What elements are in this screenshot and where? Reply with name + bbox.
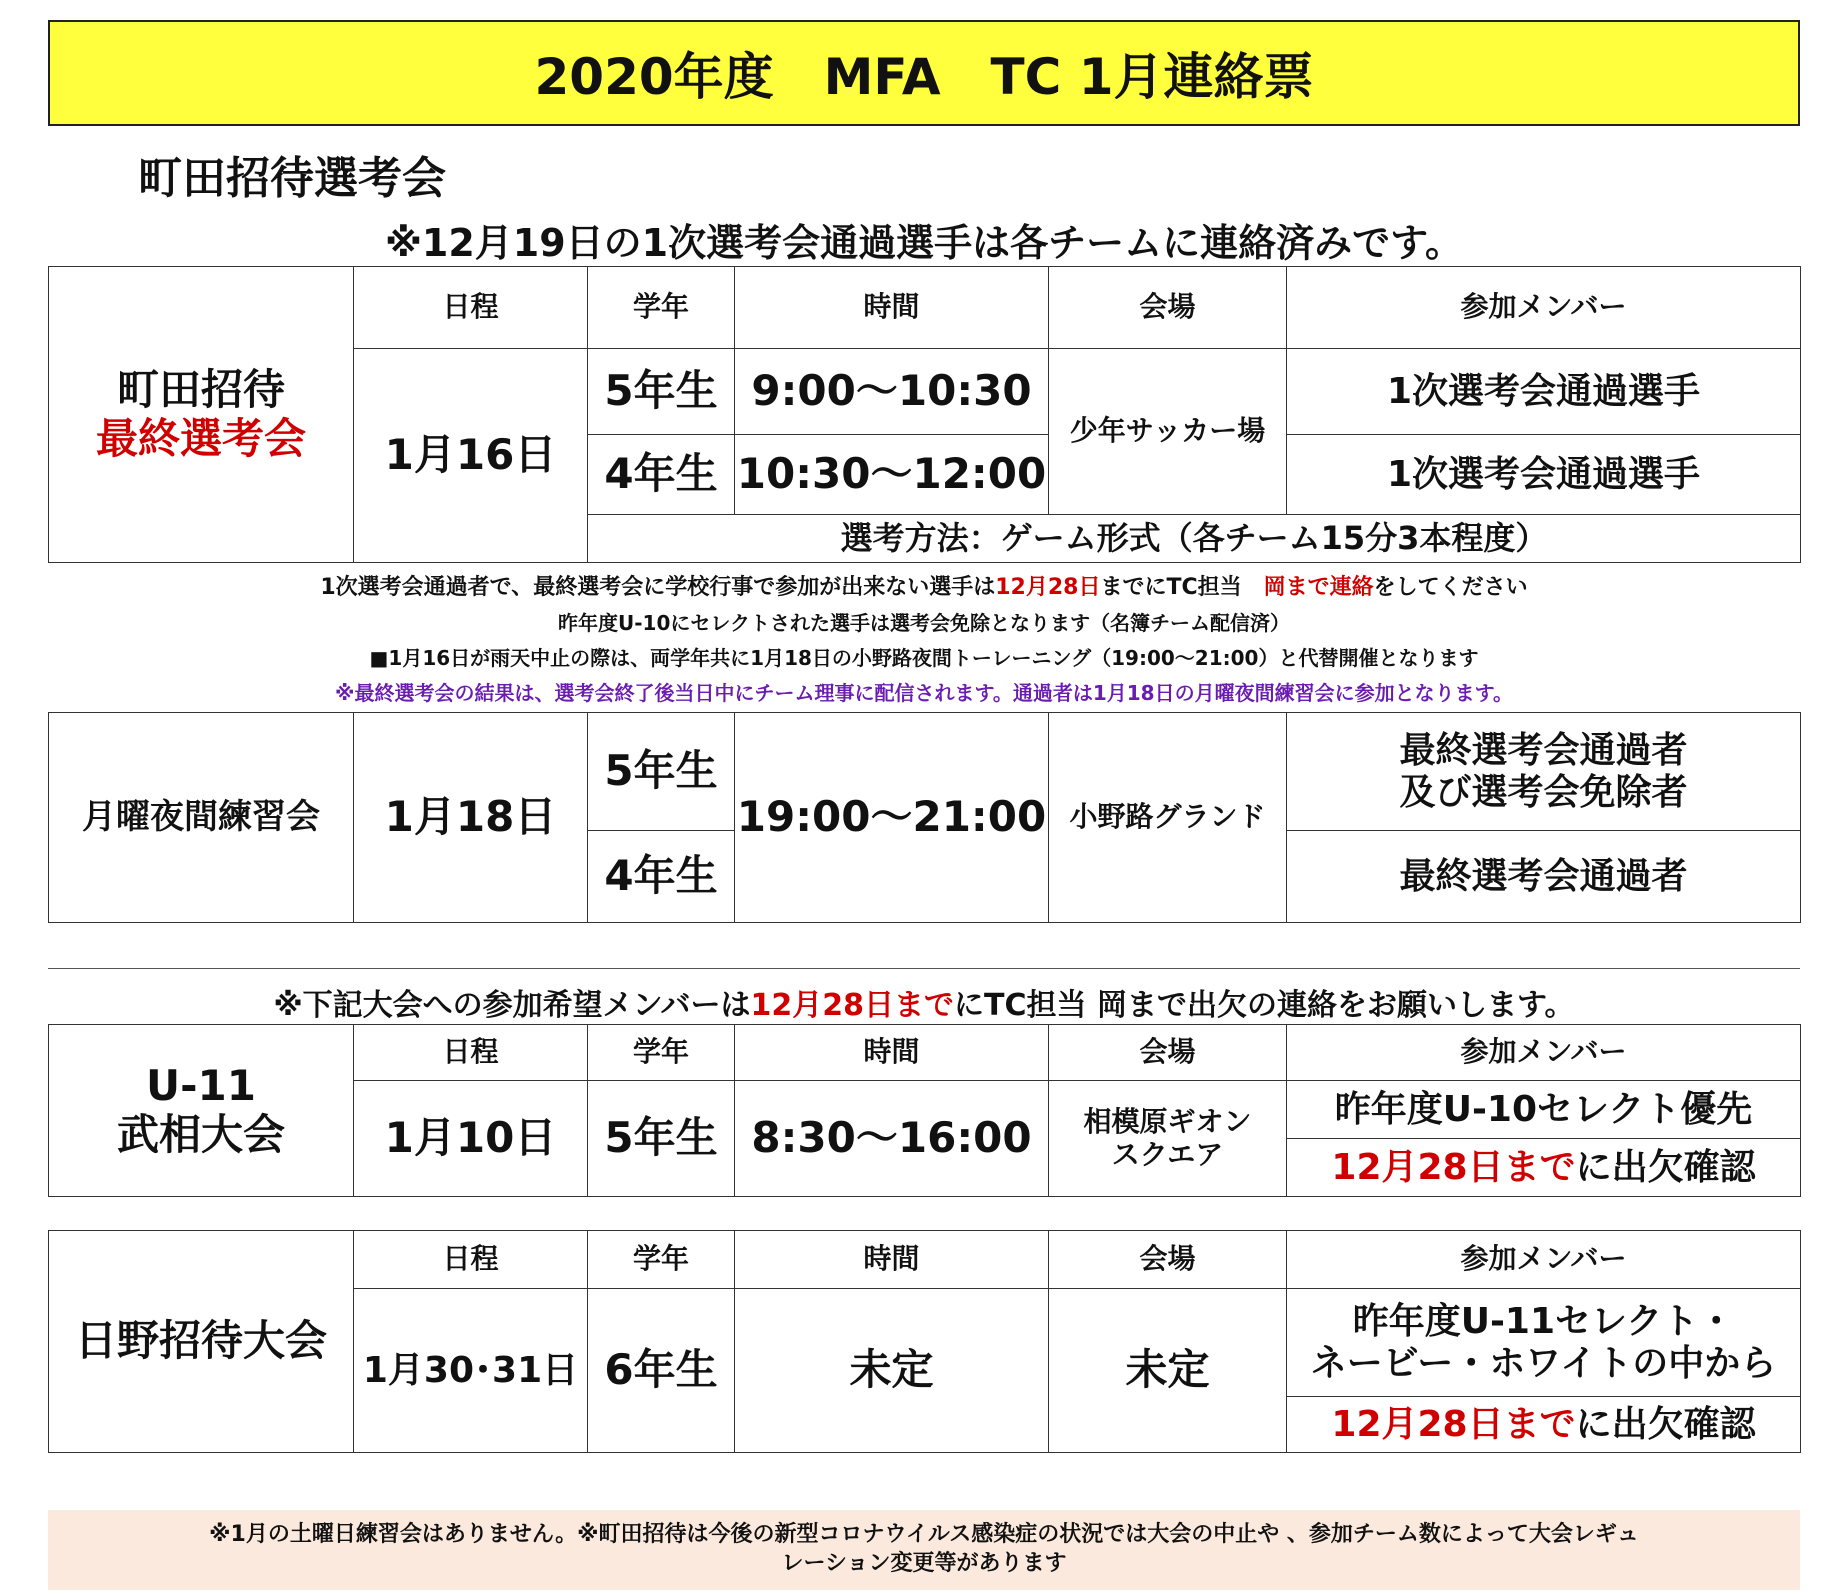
- members-text: に出欠確認: [1575, 1146, 1756, 1188]
- members-line: 最終選考会通過者: [1399, 730, 1688, 772]
- event-subname: 武相大会: [116, 1109, 285, 1159]
- venue-cell: 少年サッカー場: [1049, 349, 1287, 515]
- grade-cell: 6年生: [588, 1289, 735, 1453]
- event-cell: 日野招待大会: [49, 1231, 354, 1453]
- hino-invitational-table: [48, 1230, 1801, 1453]
- note-text: をしてください: [1373, 575, 1528, 600]
- venue-cell: 未定: [1049, 1289, 1287, 1453]
- members-cell: [1287, 1139, 1801, 1197]
- page-title: [48, 20, 1800, 126]
- event-subname: 最終選考会: [95, 413, 306, 463]
- header-members: 参加メンバー: [1287, 1231, 1801, 1289]
- header-grade: 学年: [588, 1231, 735, 1289]
- grade-cell: 4年生: [588, 831, 735, 923]
- header-date: 日程: [354, 267, 588, 349]
- notice-text: ※下記大会への参加希望メンバーは: [273, 988, 751, 1023]
- members-cell: 昨年度U-10セレクト優先: [1287, 1081, 1801, 1139]
- note-line-3: ■1月16日が雨天中止の際は、両学年共に1月18日の小野路夜間トーレーニング（19:00〜21:00）と代替開催となります: [369, 646, 1479, 670]
- header-time: 時間: [735, 1231, 1049, 1289]
- members-cell: [1287, 1397, 1801, 1453]
- section-divider: [48, 968, 1800, 969]
- date-cell: 1月10日: [354, 1081, 588, 1197]
- deadline-date: 12月28日まで: [1331, 1146, 1576, 1188]
- date-cell: 1月30･31日: [354, 1289, 588, 1453]
- header-grade: 学年: [588, 1025, 735, 1081]
- members-cell: [1287, 713, 1801, 831]
- venue-line: 相模原ギオン: [1083, 1105, 1252, 1139]
- time-cell: 9:00〜10:30: [735, 349, 1049, 435]
- members-cell: 1次選考会通過選手: [1287, 435, 1801, 515]
- event-name: 町田招待: [116, 365, 285, 415]
- grade-cell: 4年生: [588, 435, 735, 515]
- event-cell: [49, 267, 354, 563]
- tournament-notice: [48, 980, 1800, 1024]
- deadline-date: 12月28日まで: [750, 988, 955, 1023]
- deadline-date: 12月28日: [995, 575, 1101, 600]
- header-grade: 学年: [588, 267, 735, 349]
- grade-cell: 5年生: [588, 713, 735, 831]
- deadline-date: 12月28日まで: [1331, 1403, 1576, 1445]
- event-cell: [49, 1025, 354, 1197]
- members-cell: 最終選考会通過者: [1287, 831, 1801, 923]
- time-cell: 19:00〜21:00: [735, 713, 1049, 923]
- event-name: U-11: [146, 1061, 256, 1111]
- header-date: 日程: [354, 1231, 588, 1289]
- contact-person: 岡まで連絡: [1263, 575, 1374, 600]
- time-cell: 8:30〜16:00: [735, 1081, 1049, 1197]
- header-members: 参加メンバー: [1287, 1025, 1801, 1081]
- selection-method: 選考方法：ゲーム形式（各チーム15分3本程度）: [588, 515, 1801, 563]
- footer-note: [48, 1510, 1800, 1590]
- title-text: 2020年度 MFA TC 1月連絡票: [534, 48, 1314, 106]
- u11-busou-table: [48, 1024, 1801, 1197]
- venue-cell: 小野路グランド: [1049, 713, 1287, 923]
- event-cell: 月曜夜間練習会: [49, 713, 354, 923]
- time-cell: 未定: [735, 1289, 1049, 1453]
- time-cell: 10:30〜12:00: [735, 435, 1049, 515]
- footer-line: ※1月の土曜日練習会はありません。※町田招待は今後の新型コロナウイルス感染症の状況では大会の中止や 、参加チーム数によって大会レギュ: [209, 1522, 1639, 1548]
- members-line: 昨年度U-11セレクト・: [1352, 1301, 1735, 1343]
- members-cell: 1次選考会通過選手: [1287, 349, 1801, 435]
- header-venue: 会場: [1049, 267, 1287, 349]
- monday-practice-table: [48, 712, 1801, 923]
- header-venue: 会場: [1049, 1231, 1287, 1289]
- note-line-4: ※最終選考会の結果は、選考会終了後当日中にチーム理事に配信されます。通過者は1月18日の月曜夜間練習会に参加となります。: [335, 681, 1513, 705]
- notice-text: にTC担当 岡まで出欠の連絡をお願いします。: [954, 988, 1575, 1023]
- note-line-1: [48, 570, 1800, 601]
- section-heading-machida: 町田招待選考会: [138, 153, 446, 204]
- members-line: 及び選考会免除者: [1399, 771, 1688, 813]
- note-text: 1次選考会通過者で、最終選考会に学校行事で参加が出来ない選手は: [320, 575, 996, 600]
- machida-selection-table: [48, 266, 1801, 563]
- grade-cell: 5年生: [588, 1081, 735, 1197]
- venue-cell: [1049, 1081, 1287, 1197]
- members-text: に出欠確認: [1575, 1403, 1756, 1445]
- date-cell: 1月18日: [354, 713, 588, 923]
- note-line-2: 昨年度U-10にセレクトされた選手は選考会免除となります（名簿チーム配信済）: [558, 611, 1290, 635]
- footer-line: レーション変更等があります: [781, 1551, 1067, 1576]
- date-cell: 1月16日: [354, 349, 588, 563]
- header-members: 参加メンバー: [1287, 267, 1801, 349]
- venue-line: スクエア: [1111, 1137, 1224, 1171]
- header-time: 時間: [735, 267, 1049, 349]
- members-cell: [1287, 1289, 1801, 1397]
- grade-cell: 5年生: [588, 349, 735, 435]
- header-time: 時間: [735, 1025, 1049, 1081]
- members-line: ネービー・ホワイトの中から: [1310, 1342, 1777, 1384]
- header-date: 日程: [354, 1025, 588, 1081]
- section-notice: ※12月19日の1次選考会通過選手は各チームに連絡済みです。: [384, 221, 1464, 265]
- note-text: までにTC担当: [1100, 575, 1264, 600]
- header-venue: 会場: [1049, 1025, 1287, 1081]
